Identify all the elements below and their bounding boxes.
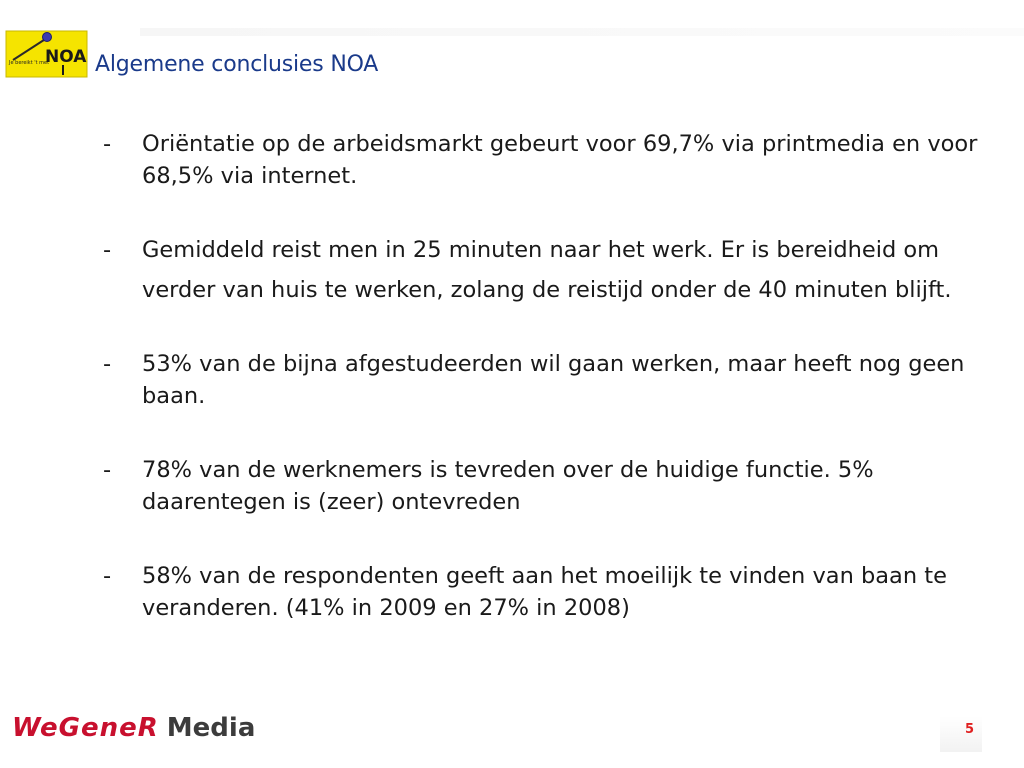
conclusion-list [95, 128, 995, 666]
page-title: Algemene conclusies NOA [95, 52, 379, 77]
brand-name: WeGeneR [12, 713, 159, 743]
bullet-text: 78% van de werknemers is tevreden over de huidige functie. 5% daarentegen is (zeer) ontevreden [142, 457, 874, 515]
list-item [95, 128, 995, 192]
list-item [95, 454, 995, 518]
noa-logo-text: NOA [45, 47, 87, 67]
list-item [95, 234, 995, 306]
bullet-dash: - [103, 131, 112, 157]
bullet-dash: - [103, 237, 112, 263]
list-item [95, 560, 995, 624]
bullet-text-continued: verder van huis te werken, zolang de reistijd onder de 40 minuten blijft. [142, 277, 952, 303]
wegener-media-logo [12, 713, 255, 743]
list-item [95, 348, 995, 412]
bullet-text: 58% van de respondenten geeft aan het moeilijk te vinden van baan te veranderen. (41% in 2009 en 27% in 2008) [142, 563, 947, 621]
page-number-box [940, 716, 982, 752]
bullet-dash: - [103, 457, 112, 483]
noa-logo [5, 30, 88, 78]
bullet-text: Oriëntatie op de arbeidsmarkt gebeurt voor 69,7% via printmedia en voor 68,5% via internet. [142, 131, 978, 189]
header-band [140, 28, 1024, 36]
bullet-text: Gemiddeld reist men in 25 minuten naar het werk. Er is bereidheid om [142, 237, 940, 263]
bullet-text: 53% van de bijna afgestudeerden wil gaan werken, maar heeft nog geen baan. [142, 351, 965, 409]
bullet-dash: - [103, 563, 112, 589]
brand-suffix: Media [166, 713, 256, 743]
page-number: 5 [965, 722, 975, 737]
noa-logo-tagline: Je bereikt 't met [9, 60, 50, 66]
bullet-dash: - [103, 351, 112, 377]
